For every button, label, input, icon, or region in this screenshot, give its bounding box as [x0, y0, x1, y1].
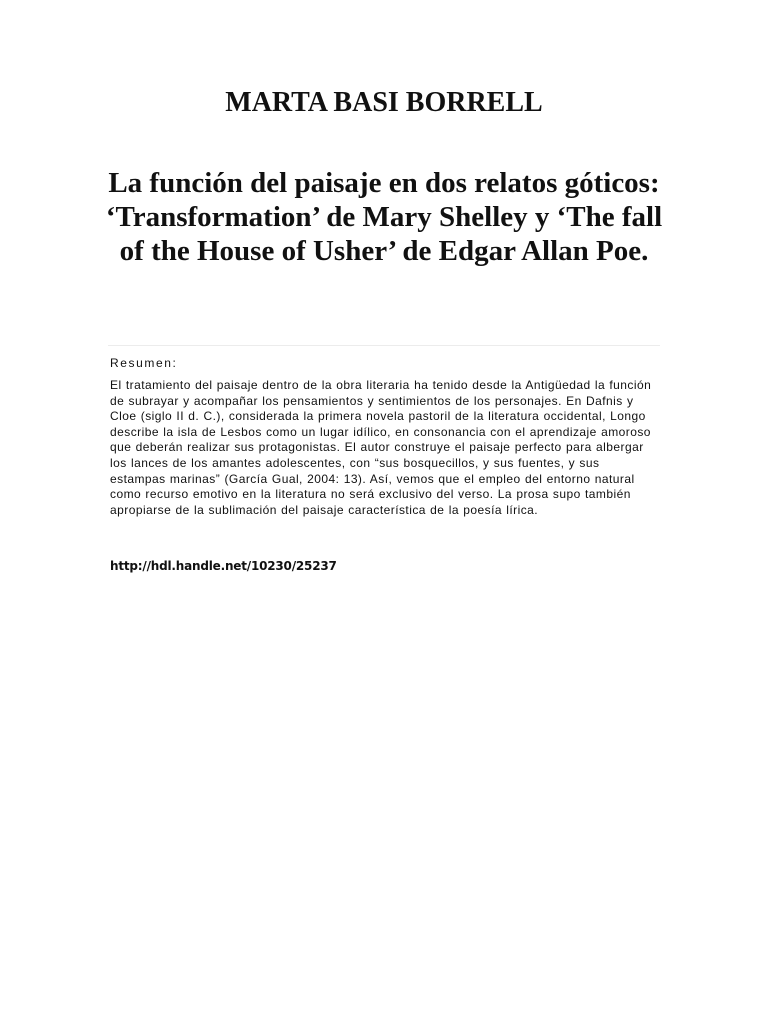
author-name: MARTA BASI BORRELL: [225, 87, 543, 118]
abstract-text: El tratamiento del paisaje dentro de la obra literaria ha tenido desde la Antigüedad la función de subrayar y acompañar los pensamientos y sentimientos de los personajes. En Dafnis y Cloe (siglo II d. C.), considerada la primera novela pastoril de la literatura occidental, Longo describe la isla de Lesbos como un lugar idílico, en consonancia con el aprendizaje amoroso que deberán realizar sus protagonistas. El autor construye el paisaje perfecto para albergar los lances de los amantes adolescentes, con “sus bosquecillos, y sus fuentes, y sus estampas marinas” (García Gual, 2004: 13). Así, vemos que el empleo del entorno natural como recurso emotivo en la literatura no será exclusivo del verso. La prosa supo también apropiarse de la sublimación del paisaje característica de la poesía lírica.: [110, 378, 652, 517]
section-divider: [108, 345, 660, 346]
handle-link[interactable]: http://hdl.handle.net/10230/25237: [110, 559, 337, 573]
document-title: La función del paisaje en dos relatos góticos: ‘Transformation’ de Mary Shelley y ‘The fall of the House of Usher’ de Edgar Allan Poe.: [105, 167, 663, 267]
abstract-label: Resumen:: [110, 356, 178, 370]
